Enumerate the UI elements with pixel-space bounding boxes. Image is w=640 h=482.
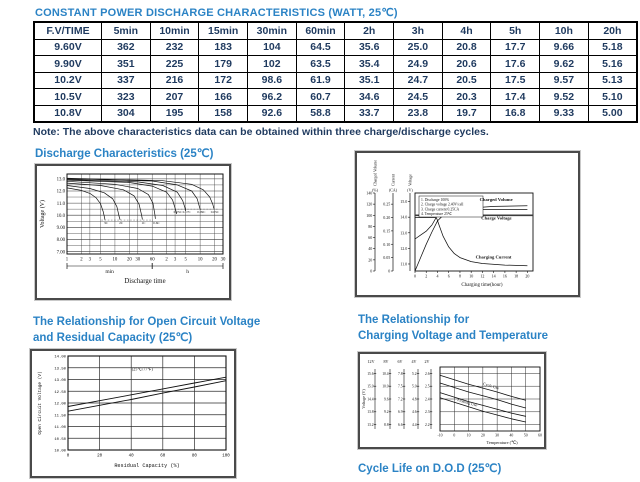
svg-text:100: 100 — [366, 212, 373, 218]
svg-text:Current: Current — [391, 174, 396, 186]
svg-text:13.0: 13.0 — [56, 177, 65, 183]
svg-text:7.5: 7.5 — [398, 384, 403, 389]
table-cell: 9.60V — [34, 39, 102, 56]
svg-text:Floating Use: Floating Use — [456, 397, 479, 408]
svg-text:0: 0 — [66, 454, 70, 459]
svg-text:1. Discharge 100%: 1. Discharge 100% — [421, 198, 450, 202]
table-cell: 19.7 — [442, 105, 491, 122]
svg-text:14.0: 14.0 — [400, 214, 408, 220]
table-cell: 183 — [199, 39, 248, 56]
page-title: CONSTANT POWER DISCHARGE CHARACTERISTICS (WATT, 25℃) — [35, 7, 398, 19]
table-cell: 23.8 — [394, 105, 443, 122]
table-cell: 5.16 — [588, 56, 637, 73]
table-cell: 216 — [150, 72, 199, 89]
svg-text:0: 0 — [453, 433, 456, 438]
svg-text:7.2: 7.2 — [398, 397, 403, 402]
cvt-section-title-line2: Charging Voltage and Temperature — [358, 330, 548, 342]
svg-text:0.25C: 0.25C — [173, 210, 182, 215]
svg-text:9.6: 9.6 — [384, 397, 389, 402]
svg-text:Charging Current: Charging Current — [475, 254, 512, 260]
svg-text:0: 0 — [388, 268, 391, 274]
svg-text:2: 2 — [425, 273, 428, 279]
svg-text:9.2: 9.2 — [384, 410, 389, 415]
svg-text:30: 30 — [495, 433, 500, 438]
table-header-cell: 10h — [540, 22, 589, 39]
svg-text:6.9: 6.9 — [398, 410, 403, 415]
svg-text:Charge Voltage: Charge Voltage — [481, 215, 512, 221]
ocv-section-title-line1: The Relationship for Open Circuit Voltage — [33, 316, 261, 328]
table-header-cell: 20h — [588, 22, 637, 39]
svg-text:20: 20 — [212, 257, 217, 263]
table-cell: 179 — [199, 56, 248, 73]
table-cell: 304 — [102, 105, 151, 122]
table-cell: 34.6 — [345, 89, 394, 106]
svg-text:20: 20 — [368, 257, 373, 263]
table-cell: 61.9 — [296, 72, 345, 89]
table-cell: 337 — [102, 72, 151, 89]
svg-text:Open Circuit Voltage (V): Open Circuit Voltage (V) — [38, 371, 43, 435]
table-cell: 24.5 — [394, 89, 443, 106]
svg-text:10: 10 — [197, 257, 203, 263]
svg-text:12.0: 12.0 — [400, 245, 408, 251]
svg-text:10.00: 10.00 — [54, 449, 66, 454]
table-cell: 20.3 — [442, 89, 491, 106]
discharge-chart-svg — [37, 166, 229, 298]
svg-text:8: 8 — [458, 273, 461, 279]
svg-text:5.0: 5.0 — [412, 384, 417, 389]
svg-text:13.8: 13.8 — [367, 410, 374, 415]
svg-text:8.8: 8.8 — [384, 423, 389, 427]
table-cell: 98.6 — [248, 72, 297, 89]
svg-text:80: 80 — [191, 454, 197, 459]
svg-text:0: 0 — [414, 273, 416, 279]
svg-text:0: 0 — [370, 268, 373, 274]
table-header-cell: 5h — [491, 22, 540, 39]
svg-text:12.50: 12.50 — [54, 390, 66, 395]
table-cell: 195 — [150, 105, 199, 122]
table-row — [34, 89, 637, 106]
svg-text:2. Charge voltage 2.40V/cell: 2. Charge voltage 2.40V/cell — [421, 202, 464, 207]
svg-text:0.25: 0.25 — [383, 201, 391, 207]
svg-text:2.3: 2.3 — [425, 410, 430, 415]
svg-text:80: 80 — [368, 223, 373, 229]
table-cell: 5.10 — [588, 89, 637, 106]
svg-text:10.0: 10.0 — [56, 213, 65, 219]
svg-text:(V): (V) — [407, 188, 413, 193]
svg-text:11.0: 11.0 — [56, 201, 65, 207]
svg-text:14: 14 — [491, 273, 496, 279]
table-row — [34, 72, 637, 89]
table-note: Note: The above characteristics data can be obtained within three charge/discharge cycles. — [33, 126, 489, 138]
table-header-cell: 10min — [150, 22, 199, 39]
table-cell: 9.62 — [540, 56, 589, 73]
table-cell: 102 — [248, 56, 297, 73]
svg-text:20: 20 — [480, 433, 485, 438]
table-cell: 323 — [102, 89, 151, 106]
table-cell: 9.90V — [34, 56, 102, 73]
svg-text:2.6: 2.6 — [425, 371, 430, 376]
cvt-section-title-line1: The Relationship for — [358, 314, 470, 326]
svg-text:20: 20 — [97, 454, 103, 459]
table-cell: 16.8 — [491, 105, 540, 122]
ocv-section-title-line2: and Residual Capacity (25℃) — [33, 332, 193, 344]
svg-text:h: h — [186, 269, 189, 275]
table-header-cell: 4h — [442, 22, 491, 39]
table-header-cell: 30min — [248, 22, 297, 39]
table-cell: 64.5 — [296, 39, 345, 56]
cvt-chart-svg — [360, 354, 544, 447]
table-cell: 17.4 — [491, 89, 540, 106]
svg-text:(25℃/77℉): (25℃/77℉) — [131, 366, 153, 372]
table-cell: 232 — [150, 39, 199, 56]
svg-text:8V: 8V — [383, 359, 389, 364]
svg-text:10: 10 — [466, 433, 471, 438]
svg-text:18: 18 — [514, 273, 519, 279]
svg-text:15.0: 15.0 — [400, 199, 408, 205]
svg-text:8.00: 8.00 — [56, 238, 65, 244]
svg-text:3C: 3C — [103, 221, 108, 226]
table-cell: 207 — [150, 89, 199, 106]
table-cell: 5.13 — [588, 72, 637, 89]
svg-text:2: 2 — [80, 257, 83, 263]
table-row — [34, 39, 637, 56]
table-cell: 172 — [199, 72, 248, 89]
svg-text:4.6: 4.6 — [412, 410, 417, 415]
ocv-chart-svg — [32, 351, 234, 476]
svg-text:10.0: 10.0 — [382, 384, 389, 389]
svg-text:0.6C: 0.6C — [153, 221, 160, 226]
table-cell: 24.9 — [394, 56, 443, 73]
svg-text:0.20: 0.20 — [383, 215, 391, 221]
table-cell: 10.8V — [34, 105, 102, 122]
svg-text:10.4: 10.4 — [382, 371, 389, 376]
svg-text:Voltage (V): Voltage (V) — [40, 199, 46, 229]
table-cell: 225 — [150, 56, 199, 73]
svg-text:5.2: 5.2 — [412, 371, 417, 376]
table-cell: 24.7 — [394, 72, 443, 89]
svg-text:3: 3 — [88, 257, 92, 263]
table-header-cell: 5min — [102, 22, 151, 39]
svg-text:4. Temperature 25℃: 4. Temperature 25℃ — [421, 212, 452, 217]
table-cell: 10.5V — [34, 89, 102, 106]
svg-text:2.2: 2.2 — [425, 423, 430, 427]
svg-text:3. Charge current 0.25CA: 3. Charge current 0.25CA — [421, 207, 460, 212]
table-row — [34, 56, 637, 73]
svg-text:1C: 1C — [141, 221, 146, 226]
svg-text:Voltage (V): Voltage (V) — [361, 389, 366, 409]
svg-text:60: 60 — [149, 257, 155, 263]
svg-text:4: 4 — [436, 273, 439, 279]
table-cell: 158 — [199, 105, 248, 122]
table-cell: 35.1 — [345, 72, 394, 89]
cvt-section-title — [358, 312, 548, 344]
svg-text:0.05: 0.05 — [383, 255, 391, 261]
ocv-chart — [30, 349, 236, 478]
svg-text:4V: 4V — [411, 359, 417, 364]
svg-text:4.8: 4.8 — [412, 397, 417, 402]
table-header-cell: 2h — [345, 22, 394, 39]
table-cell: 92.6 — [248, 105, 297, 122]
svg-text:1: 1 — [65, 257, 69, 263]
svg-text:2.5: 2.5 — [425, 384, 430, 389]
svg-text:13.00: 13.00 — [54, 379, 66, 383]
svg-text:5: 5 — [99, 257, 102, 263]
svg-text:60: 60 — [538, 433, 542, 438]
svg-text:Charged Volume: Charged Volume — [479, 196, 513, 202]
table-cell: 104 — [248, 39, 297, 56]
svg-text:Temperature (℃): Temperature (℃) — [486, 440, 518, 445]
svg-text:16: 16 — [502, 273, 507, 279]
svg-text:15.0: 15.0 — [367, 384, 374, 389]
svg-text:9.00: 9.00 — [56, 226, 65, 232]
svg-text:5: 5 — [184, 257, 187, 263]
svg-text:60: 60 — [368, 235, 373, 241]
svg-text:0.17C: 0.17C — [182, 210, 191, 215]
svg-text:100: 100 — [222, 454, 230, 459]
svg-text:Voltage: Voltage — [408, 174, 413, 186]
svg-text:10: 10 — [112, 257, 118, 263]
svg-text:30: 30 — [220, 257, 226, 263]
cycle-life-section-title: Cycle Life on D.O.D (25℃) — [358, 463, 502, 475]
svg-text:6V: 6V — [397, 359, 403, 364]
svg-text:40: 40 — [128, 454, 134, 459]
svg-text:2V: 2V — [424, 359, 430, 364]
svg-text:2.4: 2.4 — [425, 397, 430, 402]
svg-text:13.50: 13.50 — [54, 367, 66, 372]
svg-text:13.0: 13.0 — [400, 230, 408, 236]
table-cell: 17.5 — [491, 72, 540, 89]
table-cell: 5.18 — [588, 39, 637, 56]
table-cell: 17.6 — [491, 56, 540, 73]
table-cell: 9.52 — [540, 89, 589, 106]
svg-text:11.50: 11.50 — [54, 414, 66, 419]
svg-text:40: 40 — [368, 246, 373, 252]
svg-text:2: 2 — [165, 257, 168, 263]
cvt-chart — [358, 352, 546, 449]
svg-text:20: 20 — [525, 273, 530, 279]
svg-text:min: min — [105, 269, 114, 275]
charging-chart-svg — [357, 153, 578, 295]
svg-text:10: 10 — [469, 273, 474, 279]
svg-text:50: 50 — [523, 433, 528, 438]
table-cell: 58.8 — [296, 105, 345, 122]
svg-text:0.09C: 0.09C — [197, 210, 206, 215]
svg-text:6: 6 — [447, 273, 450, 279]
svg-text:Charged Volume: Charged Volume — [373, 159, 378, 186]
svg-text:12.0: 12.0 — [56, 189, 65, 195]
svg-text:-10: -10 — [437, 433, 443, 438]
svg-text:15.6: 15.6 — [367, 371, 374, 376]
table-cell: 33.7 — [345, 105, 394, 122]
table-header-cell: 60min — [296, 22, 345, 39]
table-cell: 9.66 — [540, 39, 589, 56]
svg-text:13.2: 13.2 — [367, 423, 374, 427]
table-cell: 96.2 — [248, 89, 297, 106]
svg-text:0.05C: 0.05C — [210, 210, 219, 215]
table-cell: 17.7 — [491, 39, 540, 56]
table-cell: 35.6 — [345, 39, 394, 56]
svg-text:20: 20 — [126, 257, 132, 263]
svg-text:Discharge time: Discharge time — [124, 278, 166, 285]
svg-text:6.6: 6.6 — [398, 423, 403, 427]
table-cell: 362 — [102, 39, 151, 56]
svg-text:140: 140 — [366, 190, 373, 196]
svg-text:7.00: 7.00 — [56, 250, 65, 256]
svg-text:120: 120 — [366, 201, 373, 207]
discharge-section-title: Discharge Characteristics (25℃) — [35, 148, 214, 160]
table-cell: 9.33 — [540, 105, 589, 122]
table-cell: 25.0 — [394, 39, 443, 56]
svg-text:0.15: 0.15 — [383, 228, 391, 234]
svg-text:Charging time(hour): Charging time(hour) — [461, 283, 503, 288]
svg-text:12.00: 12.00 — [54, 402, 66, 407]
table-cell: 20.6 — [442, 56, 491, 73]
table-header-cell: 3h — [394, 22, 443, 39]
svg-text:30: 30 — [135, 257, 141, 263]
svg-text:0.10: 0.10 — [383, 241, 391, 247]
table-cell: 60.7 — [296, 89, 345, 106]
svg-text:10.50: 10.50 — [54, 437, 66, 442]
svg-text:11.00: 11.00 — [54, 426, 66, 430]
svg-text:3: 3 — [173, 257, 177, 263]
table-header-cell: 15min — [199, 22, 248, 39]
table-cell: 5.00 — [588, 105, 637, 122]
svg-text:Residual Capacity (%): Residual Capacity (%) — [114, 463, 180, 469]
svg-text:4.4: 4.4 — [412, 423, 417, 427]
table-cell: 10.2V — [34, 72, 102, 89]
svg-text:7.8: 7.8 — [398, 371, 403, 376]
svg-text:(CA): (CA) — [389, 188, 397, 193]
svg-text:12V: 12V — [367, 359, 375, 364]
table-cell: 63.5 — [296, 56, 345, 73]
svg-text:12: 12 — [480, 273, 485, 279]
charging-chart — [355, 151, 580, 297]
svg-text:2C: 2C — [119, 221, 124, 226]
table-cell: 9.57 — [540, 72, 589, 89]
table-header-cell: F.V/TIME — [34, 22, 102, 39]
power-table — [33, 21, 638, 123]
svg-text:(%): (%) — [372, 188, 378, 193]
svg-text:Cycle Use: Cycle Use — [482, 381, 500, 391]
svg-text:11.0: 11.0 — [400, 261, 408, 267]
table-cell: 166 — [199, 89, 248, 106]
table-cell: 20.8 — [442, 39, 491, 56]
discharge-chart — [35, 164, 231, 300]
svg-text:14.00: 14.00 — [54, 355, 66, 360]
svg-text:14.4: 14.4 — [367, 397, 374, 402]
table-cell: 35.4 — [345, 56, 394, 73]
ocv-section-title — [33, 314, 260, 346]
table-row — [34, 105, 637, 122]
table-cell: 20.5 — [442, 72, 491, 89]
table-cell: 351 — [102, 56, 151, 73]
svg-text:60: 60 — [160, 454, 166, 459]
svg-text:40: 40 — [509, 433, 514, 438]
